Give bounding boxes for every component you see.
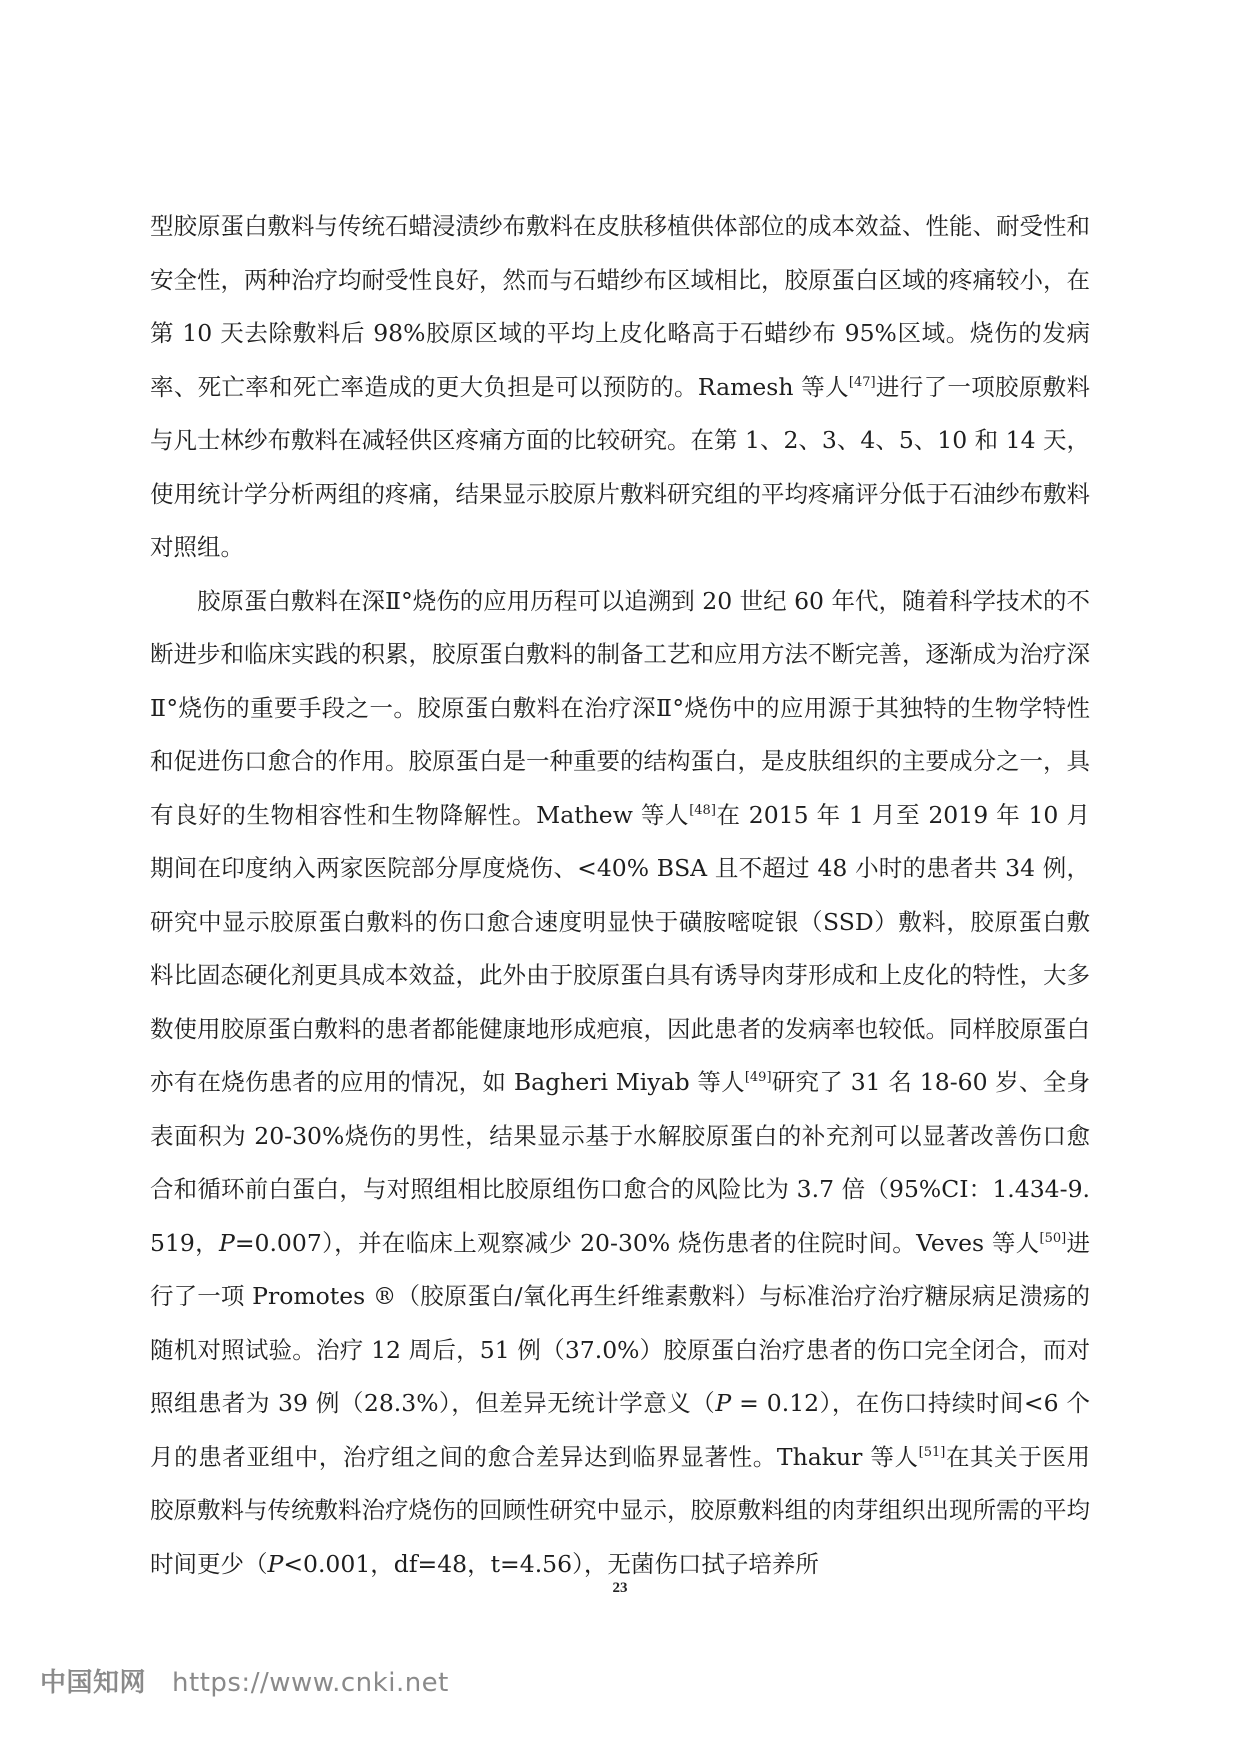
paragraph-2-text-c: 研究了 31 名 18-60 岁、全身表面积为 20-30%烧伤的男性，结果显示基于水解胶原蛋白的补充剂可以显著改善伤口愈合和循环前白蛋白，与对照组相比胶原组伤口愈合的风险比为 3.7 倍（95%CI：1.434-9.519， xyxy=(150,1068,1091,1257)
watermark-brand: 中国知网 xyxy=(40,1668,147,1698)
paragraph-2-text-a: 胶原蛋白敷料在深Ⅱ°烧伤的应用历程可以追溯到 20 世纪 60 年代，随着科学技术的不断进步和临床实践的积累，胶原蛋白敷料的制备工艺和应用方法不断完善，逐渐成为治疗深Ⅱ°烧伤的重要手段之一。胶原蛋白敷料在治疗深Ⅱ°烧伤中的应用源于其独特的生物学特性和促进伤口愈合的作用。胶原蛋白是一种重要的结构蛋白，是皮肤组织的主要成分之一，具有良好的生物相容性和生物降解性。Mathew 等人 xyxy=(150,586,1090,829)
citation-50: [50] xyxy=(1039,1230,1067,1246)
paragraph-2-text-e: 进行了一项 Promotes ®（胶原蛋白/氧化再生纤维素敷料）与标准治疗治疗糖尿病足溃疡的随机对照试验。治疗 12 周后，51 例（37.0%）胶原蛋白治疗患者的伤口完全闭合，而对照组患者为 39 例（28.3%），但差异无统计学意义（ xyxy=(150,1228,1091,1417)
paragraph-1-text-a: 型胶原蛋白敷料与传统石蜡浸渍纱布敷料在皮肤移植供体部位的成本效益、性能、耐受性和安全性，两种治疗均耐受性良好，然而与石蜡纱布区域相比，胶原蛋白区域的疼痛较小，在第 10 天去除敷料后 98%胶原区域的平均上皮化略高于石蜡纱布 95%区域。烧伤的发病率、死亡率和死亡率造成的更大负担是可以预防的。Ramesh 等人 xyxy=(150,212,1090,401)
paragraph-2-text-h: <0.001，df=48，t=4.56），无菌伤口拭子培养所 xyxy=(283,1549,819,1578)
watermark xyxy=(40,1662,449,1699)
citation-48: [48] xyxy=(689,802,716,818)
paragraph-2 xyxy=(150,575,1090,1592)
page-body xyxy=(150,200,1090,1591)
p-value-symbol: P xyxy=(267,1549,284,1578)
paragraph-1 xyxy=(150,200,1090,575)
citation-47: [47] xyxy=(848,374,876,390)
paragraph-2-text-d: =0.007），并在临床上观察减少 20-30% 烧伤患者的住院时间。Veves 等人 xyxy=(234,1228,1040,1257)
paragraph-2-text-b: 在 2015 年 1 月至 2019 年 10 月期间在印度纳入两家医院部分厚度烧伤、<40% BSA 且不超过 48 小时的患者共 34 例，研究中显示胶原蛋白敷料的伤口愈合速度明显快于磺胺嘧啶银（SSD）敷料，胶原蛋白敷料比固态硬化剂更具成本效益，此外由于胶原蛋白具有诱导肉芽形成和上皮化的特性，大多数使用胶原蛋白敷料的患者都能健康地形成疤痕，因此患者的发病率也较低。同样胶原蛋白亦有在烧伤患者的应用的情况，如 Bagheri Miyab 等人 xyxy=(150,800,1090,1096)
citation-51: [51] xyxy=(918,1444,946,1460)
paragraph-2-text-f: = 0.12），在伤口持续时间<6 个月的患者亚组中，治疗组之间的愈合差异达到临界显著性。Thakur 等人 xyxy=(150,1389,1090,1471)
page-number: 23 xyxy=(612,1580,628,1596)
paragraph-2-text-g: 在其关于医用胶原敷料与传统敷料治疗烧伤的回顾性研究中显示，胶原敷料组的肉芽组织出现所需的平均时间更少（ xyxy=(150,1442,1090,1578)
p-value-symbol: P xyxy=(715,1389,732,1417)
citation-49: [49] xyxy=(744,1070,772,1086)
watermark-url: https://www.cnki.net xyxy=(172,1668,449,1698)
p-value-symbol: P xyxy=(219,1228,235,1257)
paragraph-1-text-b: 进行了一项胶原敷料与凡士林纱布敷料在减轻供区疼痛方面的比较研究。在第 1、2、3、4、5、10 和 14 天，使用统计学分析两组的疼痛，结果显示胶原片敷料研究组的平均疼痛评分低于石油纱布敷料对照组。 xyxy=(150,372,1090,561)
